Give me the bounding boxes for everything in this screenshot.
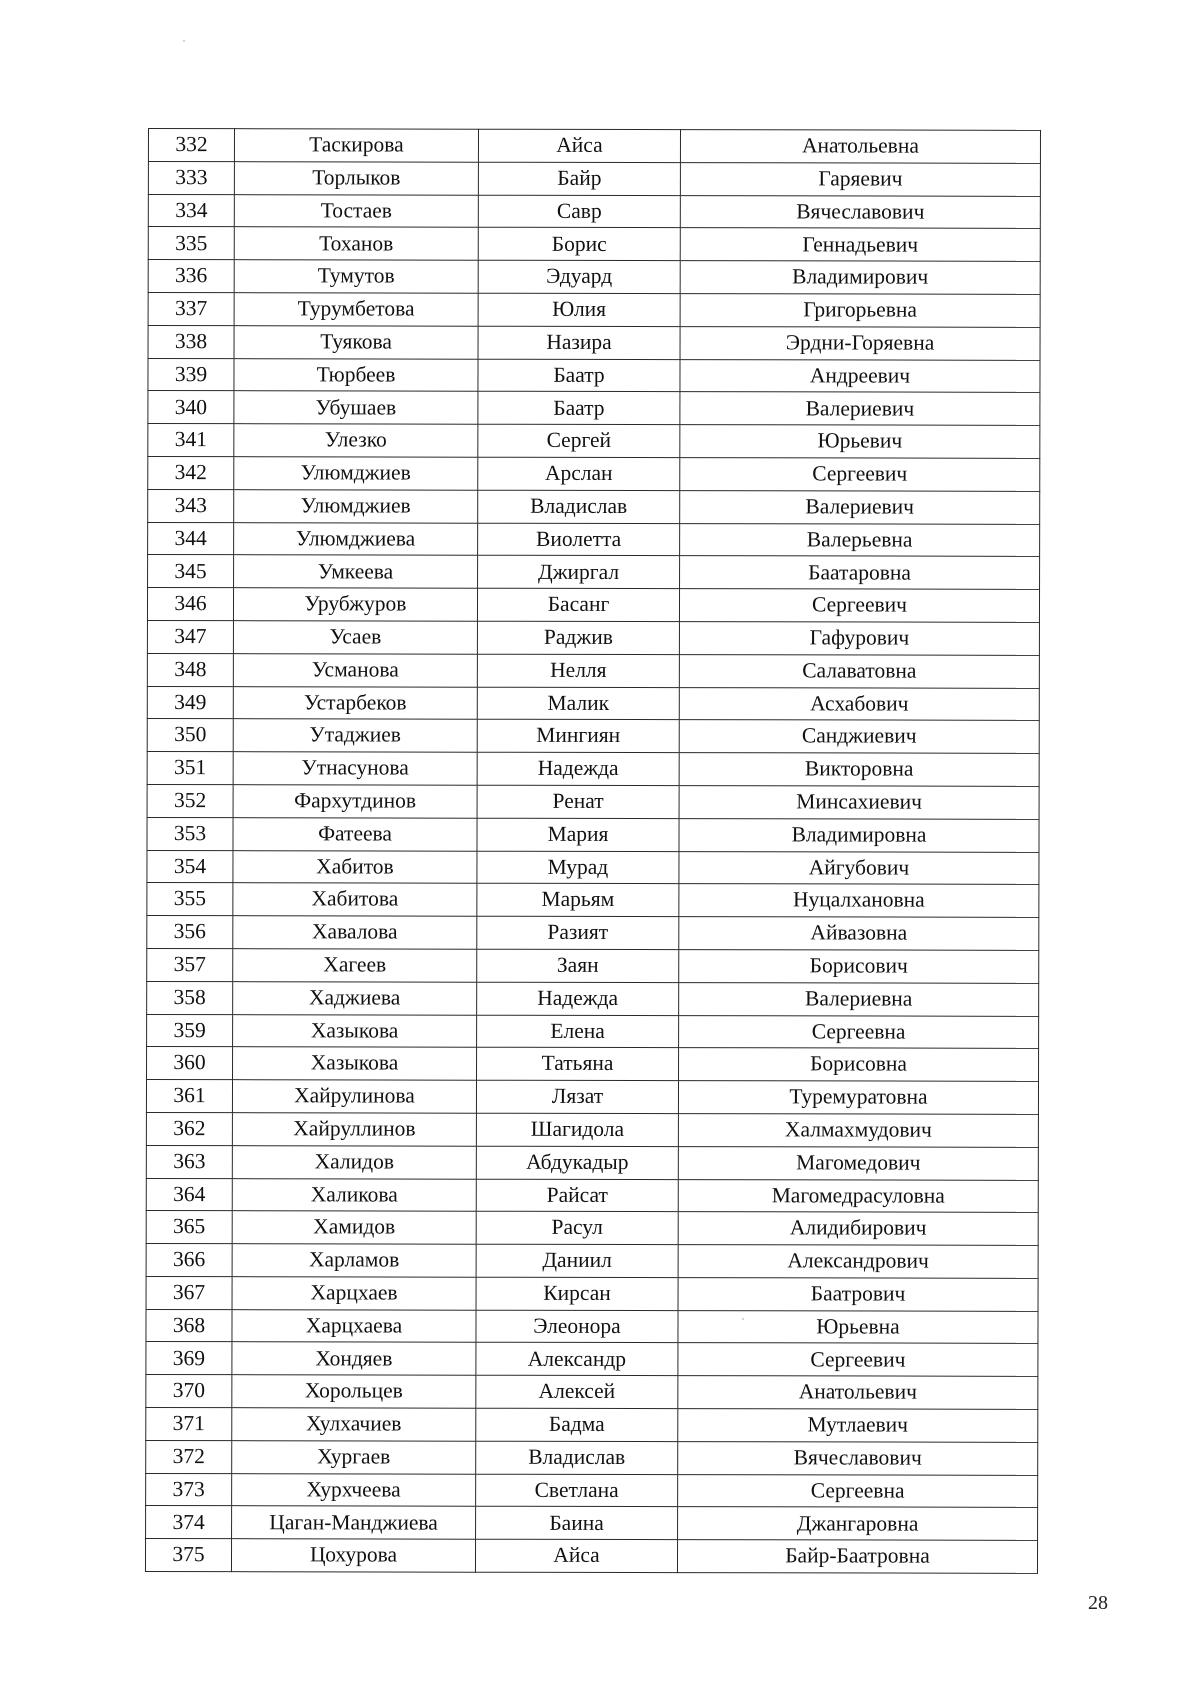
table-row [147, 784, 1039, 819]
last-name-cell: Хайруллинов [232, 1113, 476, 1146]
row-number-cell: 361 [146, 1080, 232, 1113]
table-row [147, 883, 1039, 918]
row-number-cell: 375 [145, 1539, 231, 1572]
first-name-cell: Заян [477, 949, 679, 982]
table-row [146, 1112, 1038, 1147]
row-number-cell: 341 [148, 424, 234, 457]
first-name-cell: Светлана [476, 1474, 678, 1507]
patronymic-cell: Айгубович [679, 851, 1039, 885]
row-number-cell: 366 [146, 1244, 232, 1277]
patronymic-cell: Халмахмудович [678, 1114, 1038, 1148]
last-name-cell: Фатеева [233, 817, 477, 850]
row-number-cell: 358 [147, 981, 233, 1014]
table-row [147, 981, 1039, 1016]
patronymic-cell: Баатаровна [680, 556, 1040, 590]
table-row [148, 424, 1040, 459]
table-row [146, 1309, 1038, 1344]
row-number-cell: 334 [148, 194, 234, 227]
patronymic-cell: Асхабович [679, 687, 1039, 721]
patronymic-cell: Григорьевна [680, 294, 1040, 328]
row-number-cell: 347 [147, 620, 233, 653]
last-name-cell: Халикова [232, 1178, 476, 1211]
row-number-cell: 332 [148, 129, 234, 162]
first-name-cell: Нелля [477, 654, 679, 687]
row-number-cell: 371 [146, 1408, 232, 1441]
row-number-cell: 368 [146, 1309, 232, 1342]
row-number-cell: 337 [148, 292, 234, 325]
patronymic-cell: Александрович [678, 1245, 1038, 1279]
last-name-cell: Улюмджиева [234, 522, 478, 555]
table-row [148, 522, 1040, 557]
table-row [146, 1276, 1038, 1311]
patronymic-cell: Валерьевна [680, 523, 1040, 557]
table-body [145, 129, 1040, 1574]
table-row [147, 686, 1039, 721]
last-name-cell: Халидов [232, 1145, 476, 1178]
first-name-cell: Малик [477, 687, 679, 720]
person-list-table [145, 128, 1041, 1574]
table-row [147, 620, 1039, 655]
last-name-cell: Усаев [233, 621, 477, 654]
table-row [148, 227, 1040, 262]
last-name-cell: Улезко [234, 424, 478, 457]
patronymic-cell: Анатольевич [678, 1376, 1038, 1410]
table-row [146, 1178, 1038, 1213]
last-name-cell: Хамидов [232, 1211, 476, 1244]
last-name-cell: Умкеева [234, 555, 478, 588]
row-number-cell: 338 [148, 325, 234, 358]
first-name-cell: Абдукадыр [476, 1146, 678, 1179]
first-name-cell: Татьяна [477, 1048, 679, 1081]
first-name-cell: Бадма [476, 1408, 678, 1441]
row-number-cell: 370 [146, 1375, 232, 1408]
row-number-cell: 365 [146, 1211, 232, 1244]
patronymic-cell: Валериевич [680, 392, 1040, 426]
row-number-cell: 340 [148, 391, 234, 424]
patronymic-cell: Сергеевна [678, 1474, 1038, 1508]
table-row [148, 325, 1040, 360]
table-row [146, 1375, 1038, 1410]
table-row [147, 653, 1039, 688]
last-name-cell: Хазыкова [233, 1014, 477, 1047]
row-number-cell: 354 [147, 850, 233, 883]
row-number-cell: 345 [148, 555, 234, 588]
patronymic-cell: Юрьевна [678, 1310, 1038, 1344]
last-name-cell: Хазыкова [233, 1047, 477, 1080]
last-name-cell: Улюмджиев [234, 457, 478, 490]
last-name-cell: Харцхаев [232, 1277, 476, 1310]
first-name-cell: Лязат [476, 1080, 678, 1113]
first-name-cell: Джиргал [478, 556, 680, 589]
last-name-cell: Хурхчеева [232, 1473, 476, 1506]
last-name-cell: Фархутдинов [233, 785, 477, 818]
last-name-cell: Хулхачиев [232, 1408, 476, 1441]
table-row [147, 817, 1039, 852]
first-name-cell: Мария [477, 818, 679, 851]
patronymic-cell: Сергеевич [679, 589, 1039, 623]
last-name-cell: Улюмджиев [234, 489, 478, 522]
first-name-cell: Виолетта [478, 523, 680, 556]
first-name-cell: Ренат [477, 785, 679, 818]
last-name-cell: Цаган-Манджиева [232, 1506, 476, 1539]
patronymic-cell: Геннадьевич [680, 228, 1040, 262]
table-row [147, 588, 1039, 623]
last-name-cell: Утаджиев [233, 719, 477, 752]
table-row [148, 555, 1040, 590]
last-name-cell: Хайрулинова [232, 1080, 476, 1113]
table-row [146, 1440, 1038, 1475]
patronymic-cell: Вячеславович [678, 1441, 1038, 1475]
table-row [146, 1342, 1038, 1377]
table-row [148, 456, 1040, 491]
scan-speck [183, 40, 185, 42]
last-name-cell: Хургаев [232, 1441, 476, 1474]
first-name-cell: Басанг [477, 588, 679, 621]
first-name-cell: Элеонора [476, 1310, 678, 1343]
row-number-cell: 349 [147, 686, 233, 719]
first-name-cell: Сергей [478, 424, 680, 457]
last-name-cell: Харламов [232, 1244, 476, 1277]
table-row [147, 1014, 1039, 1049]
last-name-cell: Тумутов [234, 260, 478, 293]
first-name-cell: Мингиян [477, 720, 679, 753]
patronymic-cell: Нуцалхановна [679, 884, 1039, 918]
table-row [146, 1408, 1038, 1443]
last-name-cell: Тюрбеев [234, 358, 478, 391]
first-name-cell: Савр [478, 195, 680, 228]
table-row [147, 850, 1039, 885]
first-name-cell: Кирсан [476, 1277, 678, 1310]
patronymic-cell: Викторовна [679, 753, 1039, 787]
first-name-cell: Алексей [476, 1375, 678, 1408]
row-number-cell: 353 [147, 817, 233, 850]
patronymic-cell: Сергеевич [678, 1343, 1038, 1377]
last-name-cell: Тостаев [234, 194, 478, 227]
first-name-cell: Мурад [477, 851, 679, 884]
last-name-cell: Цохурова [231, 1539, 475, 1572]
patronymic-cell: Магомедрасуловна [678, 1179, 1038, 1213]
first-name-cell: Елена [477, 1015, 679, 1048]
patronymic-cell: Валериевна [679, 982, 1039, 1016]
row-number-cell: 369 [146, 1342, 232, 1375]
patronymic-cell: Сергеевич [680, 458, 1040, 492]
table-row [148, 391, 1040, 426]
first-name-cell: Александр [476, 1343, 678, 1376]
first-name-cell: Расул [476, 1211, 678, 1244]
patronymic-cell: Салаватовна [679, 654, 1039, 688]
patronymic-cell: Гафурович [679, 622, 1039, 656]
first-name-cell: Айса [475, 1539, 677, 1572]
patronymic-cell: Санджиевич [679, 720, 1039, 754]
row-number-cell: 342 [148, 456, 234, 489]
table-row [146, 1506, 1038, 1541]
row-number-cell: 359 [147, 1014, 233, 1047]
patronymic-cell: Сергеевна [679, 1015, 1039, 1049]
last-name-cell: Хабитов [233, 850, 477, 883]
last-name-cell: Утнасунова [233, 752, 477, 785]
page-number: 28 [1088, 1592, 1108, 1614]
patronymic-cell: Владимирович [680, 261, 1040, 295]
patronymic-cell: Борисовна [679, 1048, 1039, 1082]
last-name-cell: Туякова [234, 325, 478, 358]
patronymic-cell: Анатольевна [680, 130, 1040, 164]
last-name-cell: Турумбетова [234, 293, 478, 326]
last-name-cell: Таскирова [234, 129, 478, 162]
last-name-cell: Харцхаева [232, 1309, 476, 1342]
row-number-cell: 351 [147, 752, 233, 785]
patronymic-cell: Юрьевич [680, 425, 1040, 459]
table-row [147, 916, 1039, 951]
last-name-cell: Хагеев [233, 949, 477, 982]
row-number-cell: 333 [148, 161, 234, 194]
first-name-cell: Юлия [478, 293, 680, 326]
first-name-cell: Марьям [477, 884, 679, 917]
first-name-cell: Борис [478, 228, 680, 261]
row-number-cell: 374 [146, 1506, 232, 1539]
last-name-cell: Хабитова [233, 883, 477, 916]
table-row [147, 752, 1039, 787]
patronymic-cell: Владимировна [679, 818, 1039, 852]
row-number-cell: 360 [147, 1047, 233, 1080]
table-row [146, 1473, 1038, 1508]
patronymic-cell: Минсахиевич [679, 786, 1039, 820]
first-name-cell: Баатр [478, 359, 680, 392]
row-number-cell: 356 [147, 916, 233, 949]
first-name-cell: Надежда [477, 752, 679, 785]
table-row [146, 1244, 1038, 1279]
table-row [148, 194, 1040, 229]
patronymic-cell: Эрдни-Горяевна [680, 326, 1040, 360]
patronymic-cell: Гаряевич [680, 162, 1040, 196]
row-number-cell: 350 [147, 719, 233, 752]
table-row [148, 358, 1040, 393]
last-name-cell: Устарбеков [233, 686, 477, 719]
last-name-cell: Тоханов [234, 227, 478, 260]
row-number-cell: 352 [147, 784, 233, 817]
row-number-cell: 372 [146, 1440, 232, 1473]
table-row [146, 1145, 1038, 1180]
row-number-cell: 336 [148, 260, 234, 293]
last-name-cell: Убушаев [234, 391, 478, 424]
patronymic-cell: Айвазовна [679, 917, 1039, 951]
table-row [147, 719, 1039, 754]
row-number-cell: 367 [146, 1276, 232, 1309]
row-number-cell: 362 [146, 1112, 232, 1145]
table-row [147, 948, 1039, 983]
first-name-cell: Баина [476, 1507, 678, 1540]
table-row [148, 489, 1040, 524]
last-name-cell: Торлыков [234, 161, 478, 194]
table-row [147, 1047, 1039, 1082]
patronymic-cell: Байр-Баатровна [677, 1540, 1037, 1574]
patronymic-cell: Мутлаевич [678, 1409, 1038, 1443]
row-number-cell: 335 [148, 227, 234, 260]
last-name-cell: Хавалова [233, 916, 477, 949]
row-number-cell: 348 [147, 653, 233, 686]
first-name-cell: Шагидола [476, 1113, 678, 1146]
patronymic-cell: Андреевич [680, 359, 1040, 393]
patronymic-cell: Туремуратовна [678, 1081, 1038, 1115]
patronymic-cell: Джангаровна [678, 1507, 1038, 1541]
row-number-cell: 344 [148, 522, 234, 555]
first-name-cell: Баатр [478, 392, 680, 425]
row-number-cell: 373 [146, 1473, 232, 1506]
row-number-cell: 364 [146, 1178, 232, 1211]
last-name-cell: Урубжуров [233, 588, 477, 621]
first-name-cell: Айса [478, 129, 680, 162]
row-number-cell: 363 [146, 1145, 232, 1178]
table-row [148, 260, 1040, 295]
last-name-cell: Хондяев [232, 1342, 476, 1375]
row-number-cell: 339 [148, 358, 234, 391]
last-name-cell: Усманова [233, 653, 477, 686]
first-name-cell: Назира [478, 326, 680, 359]
first-name-cell: Арслан [478, 457, 680, 490]
first-name-cell: Байр [478, 162, 680, 195]
patronymic-cell: Баатрович [678, 1278, 1038, 1312]
table-row [146, 1211, 1038, 1246]
table-row [148, 292, 1040, 327]
table-row [146, 1080, 1038, 1115]
first-name-cell: Райсат [476, 1179, 678, 1212]
patronymic-cell: Вячеславович [680, 195, 1040, 229]
row-number-cell: 346 [147, 588, 233, 621]
row-number-cell: 357 [147, 948, 233, 981]
first-name-cell: Эдуард [478, 260, 680, 293]
patronymic-cell: Магомедович [678, 1146, 1038, 1180]
table-row [148, 161, 1040, 196]
first-name-cell: Даниил [476, 1244, 678, 1277]
first-name-cell: Владислав [478, 490, 680, 523]
first-name-cell: Разият [477, 916, 679, 949]
first-name-cell: Раджив [477, 621, 679, 654]
first-name-cell: Владислав [476, 1441, 678, 1474]
last-name-cell: Хорольцев [232, 1375, 476, 1408]
table-row [145, 1539, 1037, 1574]
patronymic-cell: Борисович [679, 950, 1039, 984]
row-number-cell: 355 [147, 883, 233, 916]
first-name-cell: Надежда [477, 982, 679, 1015]
row-number-cell: 343 [148, 489, 234, 522]
table-row [148, 129, 1040, 164]
patronymic-cell: Валериевич [680, 490, 1040, 524]
patronymic-cell: Алидибирович [678, 1212, 1038, 1246]
last-name-cell: Хаджиева [233, 981, 477, 1014]
